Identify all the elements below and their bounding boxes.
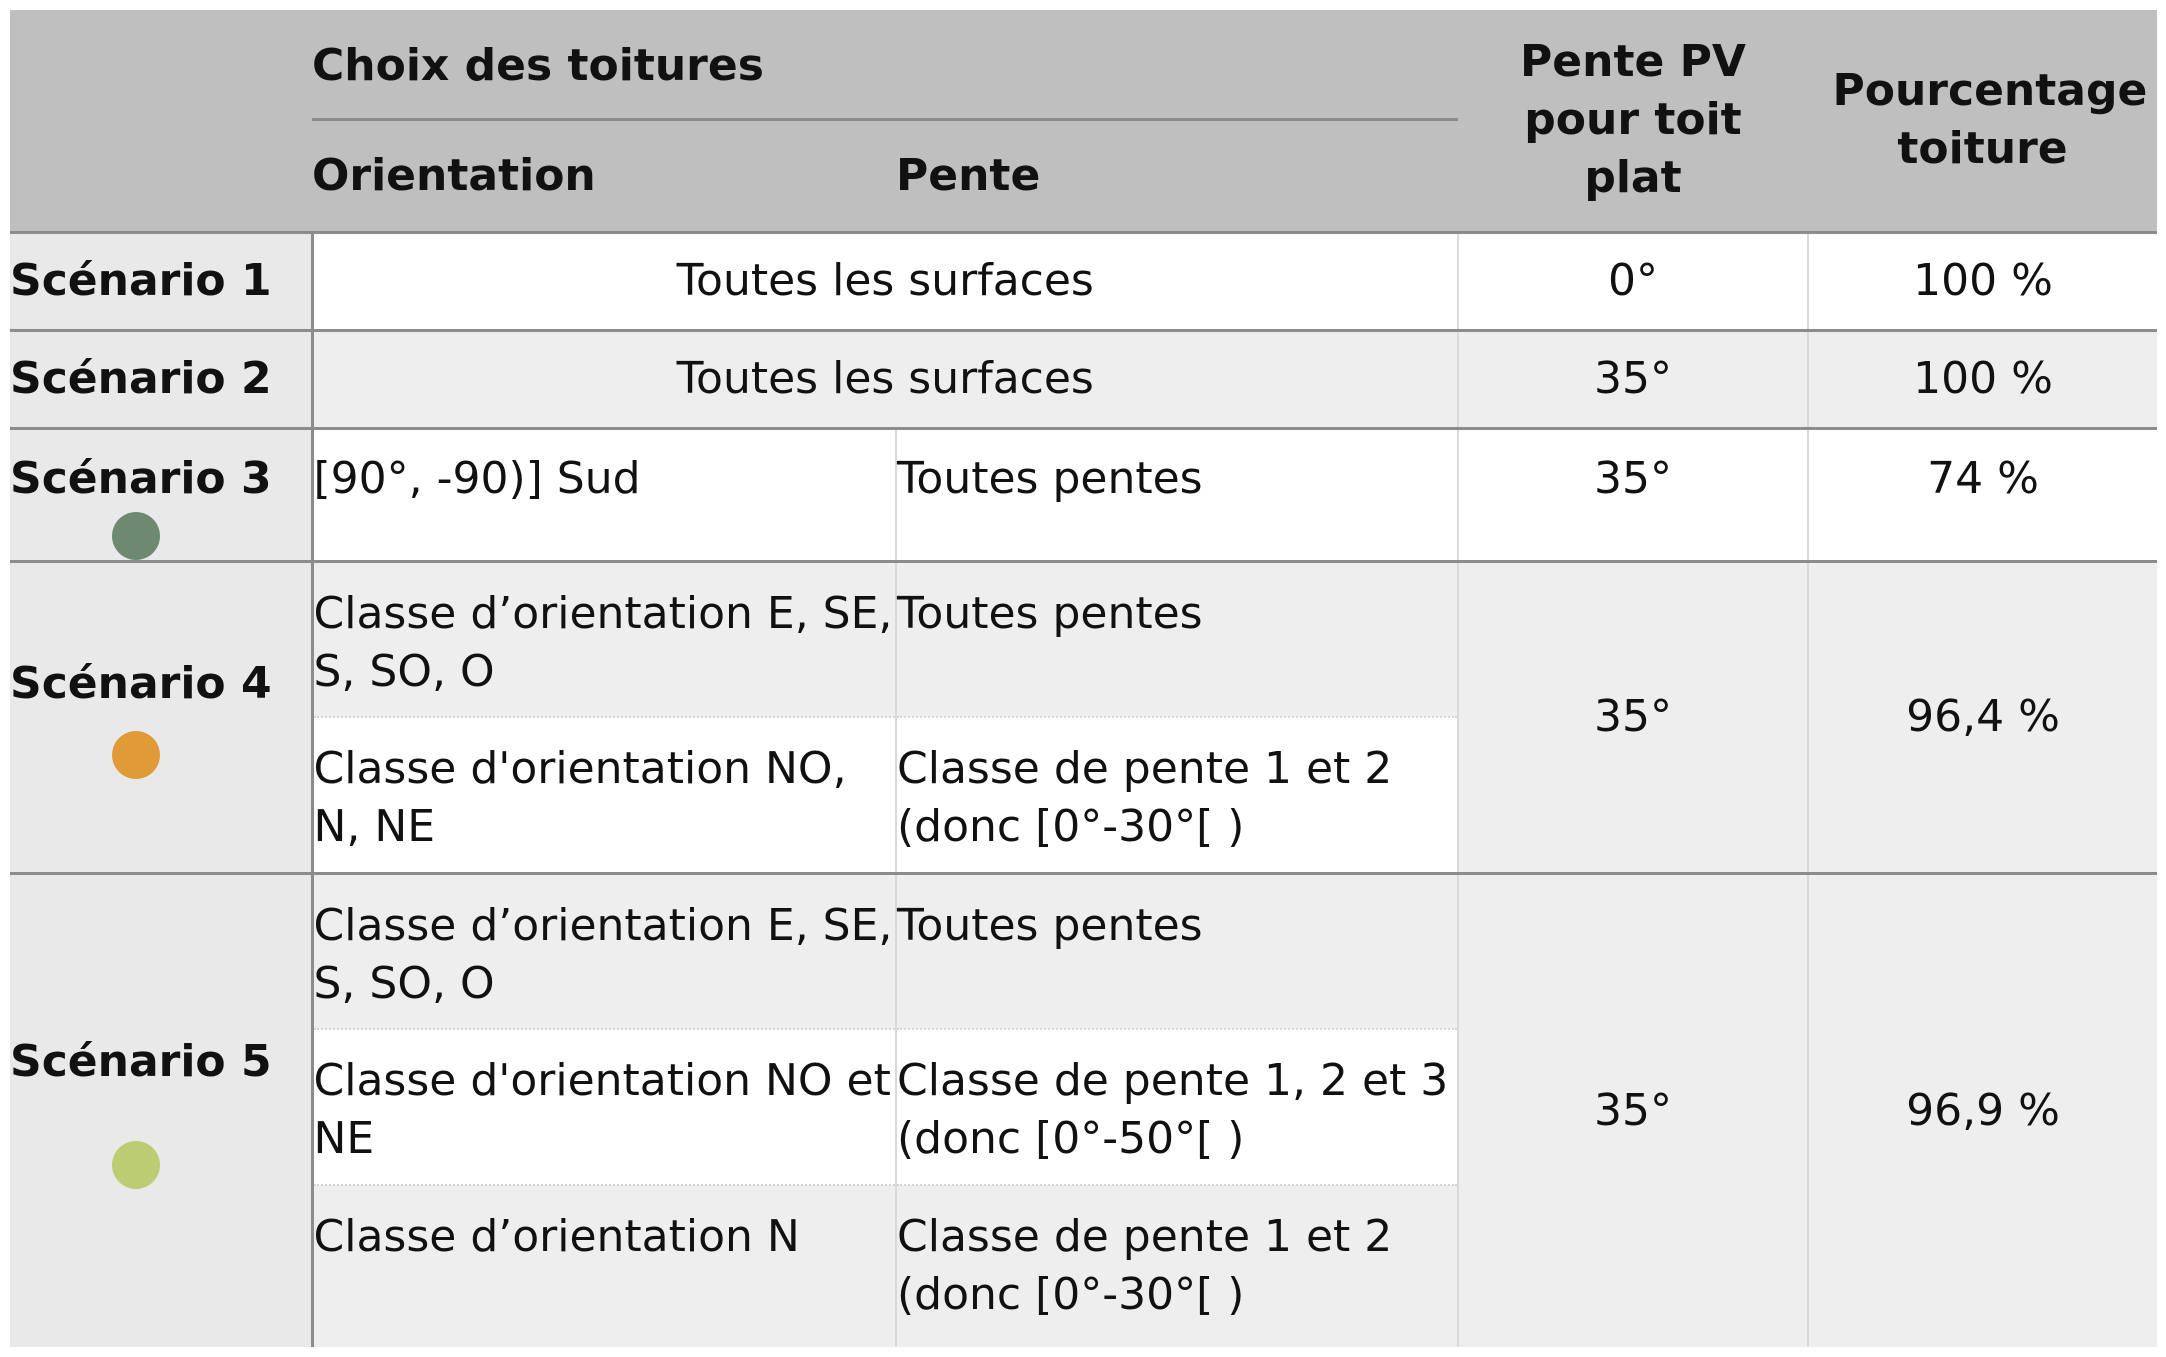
pente-cell: Toutes pentes: [896, 873, 1458, 1029]
pente-cell: Toutes pentes: [896, 561, 1458, 717]
row-label: Scénario 1: [10, 232, 312, 330]
orientation-cell: Classe d'orientation NO, N, NE: [312, 717, 896, 873]
pourcentage-cell: 96,9 %: [1808, 873, 2157, 1347]
row-label-cell: [10, 428, 312, 561]
row-label: Scénario 2: [10, 330, 312, 428]
header-corner-cell: [10, 10, 312, 232]
table-body: [10, 232, 2157, 1347]
row-label-cell: [10, 561, 312, 873]
scenario-5-color-dot: [112, 1141, 160, 1189]
header-pente: Pente: [896, 121, 1458, 232]
table-header: [10, 10, 2157, 232]
header-group-title: Choix des toitures: [312, 39, 764, 91]
header-pourcentage-label: Pourcentage toiture: [1832, 65, 2148, 175]
pente-pv-cell: 35°: [1458, 428, 1808, 561]
surfaces-cell: Toutes les surfaces: [312, 330, 1458, 428]
pente-pv-cell: 35°: [1458, 873, 1808, 1347]
surfaces-cell: Toutes les surfaces: [312, 232, 1458, 330]
header-group-underline: [312, 118, 1458, 121]
row-label: Scénario 4: [10, 658, 272, 709]
table-row-scenario-3: [10, 428, 2157, 561]
pourcentage-cell: 74 %: [1808, 428, 2157, 561]
pente-pv-cell: 35°: [1458, 330, 1808, 428]
orientation-cell: Classe d’orientation E, SE, S, SO, O: [312, 873, 896, 1029]
table-row-scenario-4: [10, 561, 2157, 717]
table-row-scenario-2: [10, 330, 2157, 428]
pente-cell: Classe de pente 1 et 2 (donc [0°-30°[ ): [896, 1185, 1458, 1347]
pente-cell: Classe de pente 1, 2 et 3 (donc [0°-50°[ ): [896, 1029, 1458, 1185]
pourcentage-cell: 100 %: [1808, 330, 2157, 428]
header-orientation: Orientation: [312, 121, 896, 232]
scenario-table-container: [10, 10, 2157, 1347]
pente-cell: Classe de pente 1 et 2 (donc [0°-30°[ ): [896, 717, 1458, 873]
orientation-cell: Classe d’orientation N: [312, 1185, 896, 1347]
pente-cell: Toutes pentes: [896, 428, 1458, 561]
pente-pv-cell: 35°: [1458, 561, 1808, 873]
pourcentage-cell: 96,4 %: [1808, 561, 2157, 873]
row-label: Scénario 3: [10, 452, 272, 504]
header-pente-pv-label: Pente PV pour toit plat: [1520, 36, 1746, 204]
header-pourcentage: [1808, 10, 2157, 232]
table-row-scenario-5: [10, 873, 2157, 1029]
orientation-cell: [90°, -90)] Sud: [312, 428, 896, 561]
scenario-table: [10, 10, 2157, 1347]
header-pente-pv: [1458, 10, 1808, 232]
scenario-3-color-dot: [112, 512, 160, 560]
row-label: Scénario 5: [10, 1035, 272, 1087]
pente-pv-cell: 0°: [1458, 232, 1808, 330]
row-label-cell: [10, 873, 312, 1347]
scenario-4-color-dot: [112, 731, 160, 779]
header-choix-des-toitures: [312, 10, 1458, 121]
table-row-scenario-1: [10, 232, 2157, 330]
pourcentage-cell: 100 %: [1808, 232, 2157, 330]
orientation-cell: Classe d'orientation NO et NE: [312, 1029, 896, 1185]
orientation-cell: Classe d’orientation E, SE, S, SO, O: [312, 561, 896, 717]
